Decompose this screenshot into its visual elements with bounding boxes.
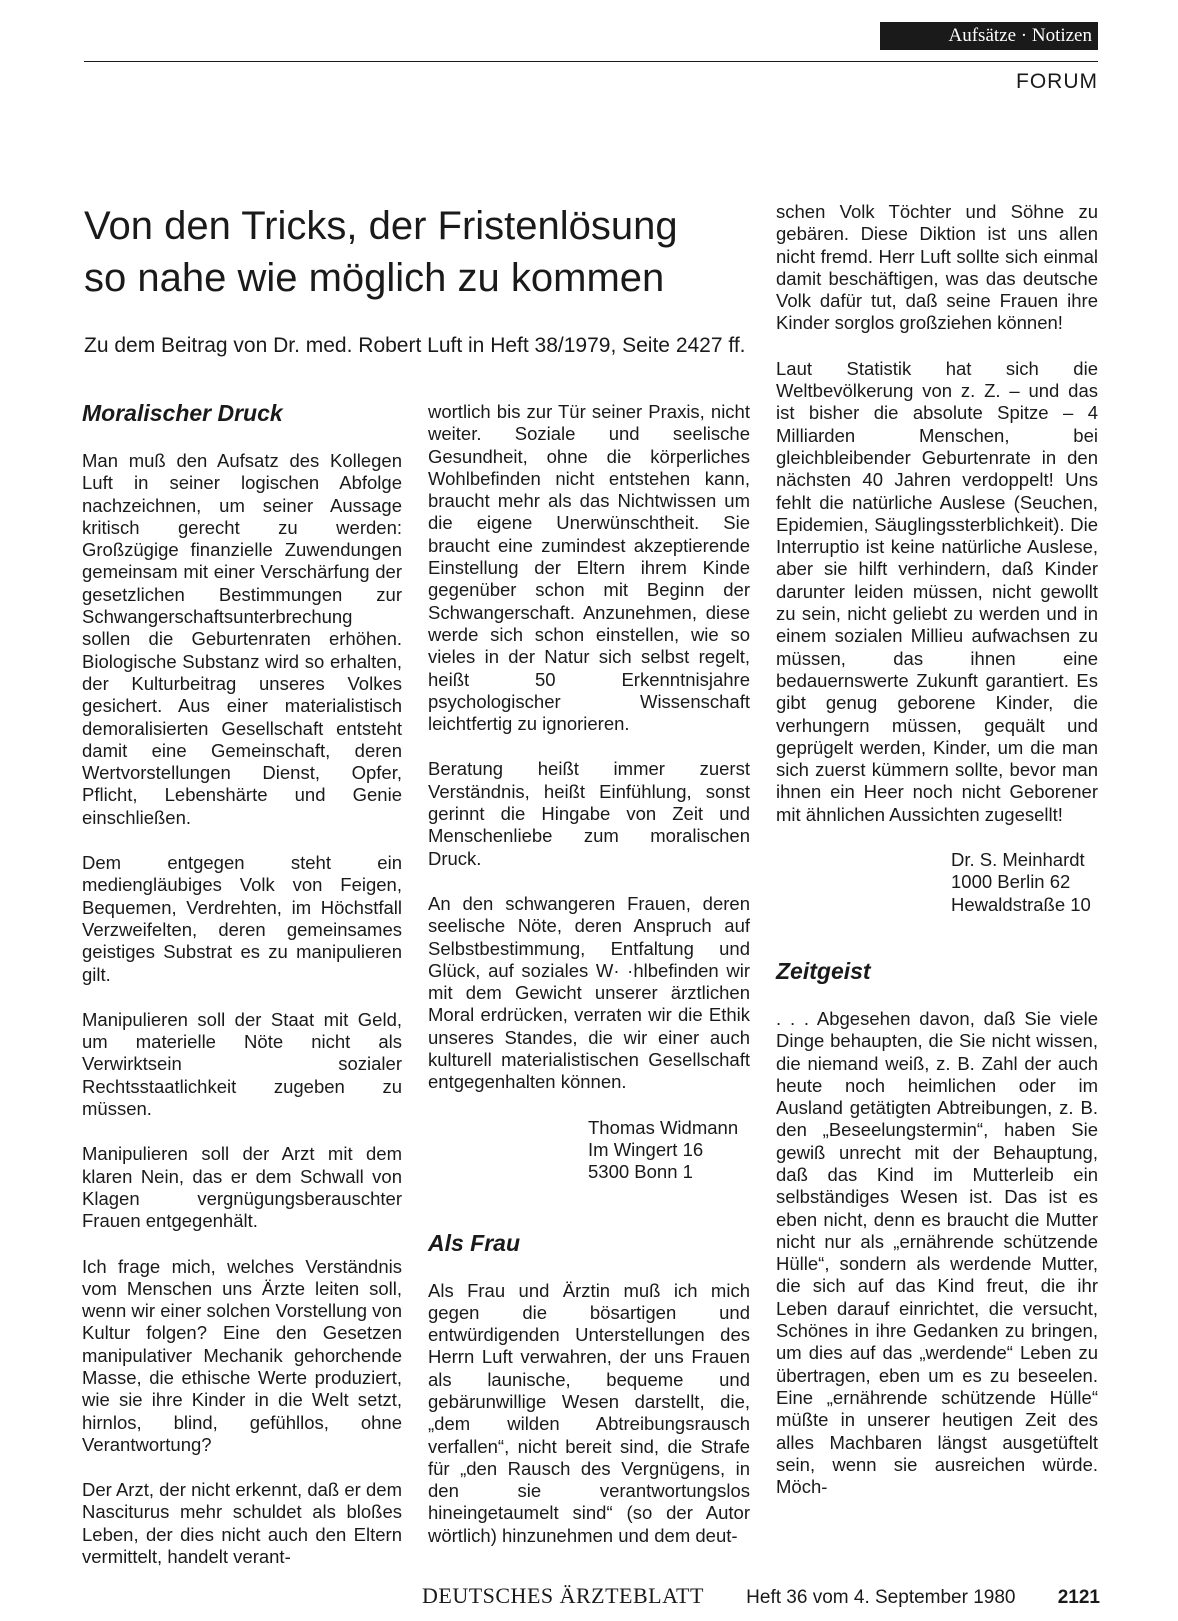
signature-street: 1000 Berlin 62	[951, 871, 1071, 893]
text-column-3	[776, 201, 1098, 1521]
article-subtitle: Zu dem Beitrag von Dr. med. Robert Luft in Heft 38/1979, Seite 2427 ff.	[84, 334, 746, 357]
page-footer	[422, 1583, 1100, 1609]
signature-city: 5300 Bonn 1	[588, 1161, 693, 1183]
page-number: 2121	[1057, 1587, 1100, 1608]
paragraph: Man muß den Aufsatz des Kollegen Luft in seiner logischen Abfolge nachzeichnen, um seiner Aussage kritisch gerecht zu werden: Großzügige finanzielle Zuwendungen gemeinsam mit einer Verschärfung der gesetzlichen Bestimmungen zur Schwangerschaftsunterbrechung sollen die Geburtenraten erhöhen. Biologische Substanz wird so erhalten, der Kulturbeitrag unseres Volkes gesichert. Aus einer materialistisch demoralisierten Gesellschaft entsteht damit eine Gemeinschaft, deren Wertvorstellungen Dienst, Opfer, Pflicht, Lebenshärte und Genie einschließen.	[82, 450, 402, 828]
paragraph: Beratung heißt immer zuerst Verständnis, heißt Einfühlung, sonst gerinnt die Hingabe von Zeit und Menschenliebe zum moralischen Druck.	[428, 758, 750, 869]
text-column-1	[82, 398, 402, 1591]
letter-heading: Als Frau	[428, 1229, 521, 1256]
signature-name: Dr. S. Meinhardt	[951, 849, 1085, 871]
paragraph: An den schwangeren Frauen, deren seelische Nöte, deren Anspruch auf Selbstbestimmung, Entfaltung und Glück, auf soziales W· ·hlbefinden wir mit dem Gewicht unserer ärztlichen Moral erdrücken, verraten wir die Ethik unseres Standes, die wir einer auch kulturell materialistischen Gesellschaft entgegenhalten können.	[428, 892, 750, 1093]
signature-block	[951, 849, 1098, 916]
paragraph: Ich frage mich, welches Verständnis vom Menschen uns Ärzte leiten soll, wenn wir einer solchen Vorstellung von Kultur folgen? Eine den Gesetzen manipulativer Mechanik gehorchende Masse, die ethische Werte produziert, wie sie ihre Kinder in die Welt setzt, hirnlos, blind, gefühllos, ohne Verantwortung?	[82, 1255, 402, 1455]
paragraph: Manipulieren soll der Staat mit Geld, um materielle Nöte nicht als Verwirktsein sozialer Rechtsstaatlichkeit zugeben zu müssen.	[82, 1008, 402, 1120]
paragraph: . . . Abgesehen davon, daß Sie viele Dinge behaupten, die Sie nicht wissen, die niemand weiß, z. B. Zahl der auch heute noch heimlichen oder im Ausland getätigten Abtreibungen, z. B. den „Beseelungstermin“, haben Sie gewiß unrecht mit der Behauptung, daß das Kind im Mutterleib ein selbständiges Wesen ist. Das ist es eben nicht, denn es braucht die Mutter nicht nur als „ernährende schützende Hülle“, sondern als werdende Mutter, die sich auf das Kind freut, die ihr Leben darauf einrichtet, die versucht, Schönes in ihre Gedanken zu bringen, um dies auf das „werdende“ Leben zu übertragen, eben um es zu beseelen. Eine „ernährende schützende Hülle“ müßte in unserer heutigen Zeit des alles Machbaren längst ausgetüftelt sein, wenn sie ausreichen würde. Möch-	[776, 1007, 1098, 1498]
signature-city: Hewaldstraße 10	[951, 893, 1091, 915]
paragraph: Dem entgegen steht ein mediengläubiges Volk von Feigen, Bequemen, Verdrehten, im Höchstfall Verzweifelten, deren gemeinsames geistiges Substrat es zu manipulieren gilt.	[82, 852, 402, 985]
article-title-line1: Von den Tricks, der Fristenlösung	[84, 204, 678, 248]
paragraph: Laut Statistik hat sich die Weltbevölkerung von z. Z. – und das ist bisher die absolute Spitze – 4 Milliarden Menschen, bei gleichbleibender Geburtenrate in den nächsten 40 Jahren verdoppelt! Uns fehlt die natürliche Auslese (Seuchen, Epidemien, Säuglingssterblichkeit). Die Interruptio ist keine natürliche Auslese, aber sie hilft verhindern, daß Kinder darunter leiden müssen, nicht gewollt zu sein, nicht geliebt zu werden und in einem sozialen Millieu aufwachsen zu müssen, das ihnen eine bedauernswerte Zukunft garantiert. Es gibt genug geborene Kinder, die verhungern müssen, gequält und geprügelt werden, Kinder, um die man sich zuerst kümmern sollte, bevor man ihnen ein Heer noch nicht Geborener mit ähnlichen Aussichten zugesellt!	[776, 357, 1098, 825]
letter-heading: Moralischer Druck	[82, 400, 283, 426]
section-badge: Aufsätze · Notizen	[880, 22, 1098, 50]
paragraph: Der Arzt, der nicht erkennt, daß er dem Nasciturus mehr schuldet als bloßes Leben, der dies nicht auch den Eltern vermittelt, handelt verant-	[82, 1479, 402, 1568]
paragraph: Als Frau und Ärztin muß ich mich gegen die bösartigen und entwürdigenden Unterstellungen des Herrn Luft verwahren, der uns Frauen als launische, bequeme und gebärunwillige Wesen darstellt, die, „dem wilden Abtreibungsrausch verfallen“, nicht bereit sind, die Strafe für „den Rausch des Vergnügens, in den sie verantwortungslos hineingetaumelt sind“ (so der Autor wörtlich) hinzunehmen und dem deut-	[428, 1279, 750, 1546]
paragraph: wortlich bis zur Tür seiner Praxis, nicht weiter. Soziale und seelische Gesundheit, ohne die körperliches Wohlbefinden nicht entstehen kann, braucht mehr als das Nichtwissen um die eigene Unerwünschtheit. Sie braucht eine zumindest akzeptierende Einstellung der Eltern ihrem Kinde gegenüber schon mit Beginn der Schwangerschaft. Anzunehmen, diese werde sich schon einstellen, wie so vieles in der Natur sich selbst regelt, heißt 50 Erkenntnisjahre psychologischer Wissenschaft leichtfertig zu ignorieren.	[428, 401, 750, 735]
signature-name: Thomas Widmann	[588, 1116, 739, 1138]
text-column-2	[428, 401, 750, 1570]
paragraph: schen Volk Töchter und Söhne zu gebären. Diese Diktion ist uns allen nicht fremd. Herr Luft sollte sich einmal damit beschäftigen, was das deutsche Volk dafür tut, daß seine Frauen ihre Kinder sorglos großziehen können!	[776, 201, 1098, 334]
header-rule	[84, 61, 1098, 62]
forum-label: FORUM	[1016, 70, 1098, 93]
article-title-line2: so nahe wie möglich zu kommen	[84, 256, 665, 300]
letter-heading: Zeitgeist	[776, 957, 871, 984]
article-title	[84, 200, 764, 304]
footer-journal: DEUTSCHES ÄRZTEBLATT	[422, 1583, 704, 1608]
paragraph: Manipulieren soll der Arzt mit dem klaren Nein, das er dem Schwall von Klagen vergnügungsberauschter Frauen entgegenhält.	[82, 1143, 402, 1232]
footer-issue: Heft 36 vom 4. September 1980	[746, 1587, 1016, 1608]
signature-street: Im Wingert 16	[588, 1138, 704, 1160]
signature-block	[588, 1117, 750, 1184]
